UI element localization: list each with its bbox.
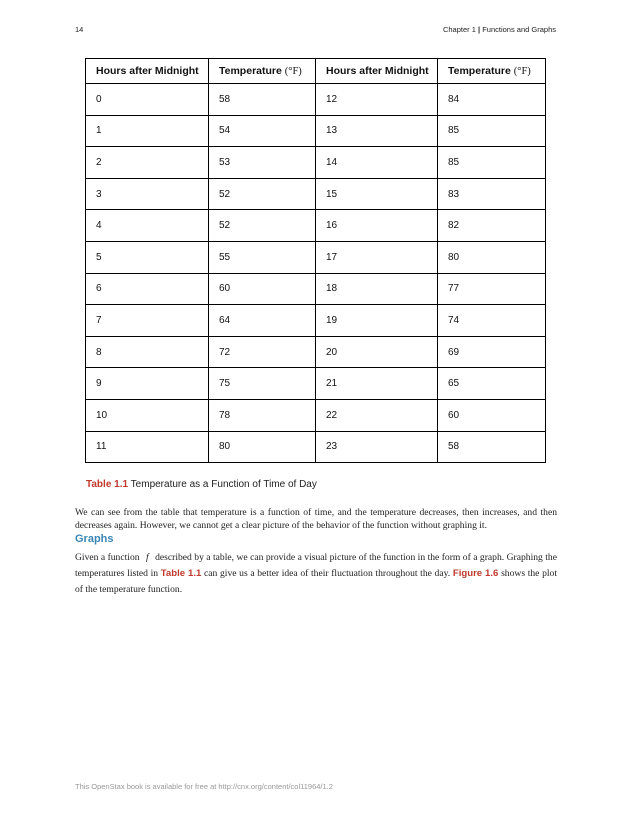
table-cell: 5	[86, 241, 209, 273]
table-cell: 1	[86, 115, 209, 147]
table-row	[86, 399, 546, 431]
table-cell: 74	[438, 305, 546, 337]
table-row	[86, 84, 546, 116]
table-cell: 10	[86, 399, 209, 431]
table-cell: 52	[209, 210, 316, 242]
paragraph-1: We can see from the table that temperature is a function of time, and the temperature decreases, then increases, and then decreases again. However, we cannot get a clear picture of the behavior of the function without graphing it.	[75, 507, 557, 531]
figure-ref-link[interactable]: Figure 1.6	[452, 568, 499, 579]
table-cell: 72	[209, 336, 316, 368]
unit-f-1: (°F)	[284, 66, 302, 77]
header-hours-1: Hours after Midnight	[86, 59, 209, 84]
table-row	[86, 241, 546, 273]
table-cell: 14	[316, 147, 438, 179]
table-cell: 18	[316, 273, 438, 305]
table-cell: 54	[209, 115, 316, 147]
caption-label: Table 1.1	[86, 479, 129, 490]
table-row	[86, 305, 546, 337]
table-row	[86, 178, 546, 210]
unit-f-2: (°F)	[513, 66, 531, 77]
table-cell: 52	[209, 178, 316, 210]
table-cell: 78	[209, 399, 316, 431]
table-row	[86, 368, 546, 400]
header-temperature-1: Temperature (°F)	[209, 59, 316, 84]
table-row	[86, 210, 546, 242]
table-cell: 84	[438, 84, 546, 116]
chapter-title: Functions and Graphs	[482, 25, 556, 34]
section-heading-graphs: Graphs	[75, 533, 114, 545]
table-cell: 80	[209, 431, 316, 463]
paragraph-2: Given a function f described by a table, we can provide a visual picture of the function in the form of a graph. Graphing the temperatures listed in Table 1.1 can give us a better idea of their fluctuation throughout the day. Figure 1.6 shows the plot of the temperature function.	[75, 552, 557, 595]
table-cell: 19	[316, 305, 438, 337]
chapter-label: Chapter 1	[442, 25, 476, 34]
table-cell: 75	[209, 368, 316, 400]
table-cell: 8	[86, 336, 209, 368]
table-cell: 55	[209, 241, 316, 273]
table-cell: 7	[86, 305, 209, 337]
table-cell: 83	[438, 178, 546, 210]
table-cell: 85	[438, 115, 546, 147]
page-number: 14	[75, 25, 84, 34]
header-hours-2: Hours after Midnight	[316, 59, 438, 84]
table-header-row	[86, 59, 546, 84]
table-cell: 0	[86, 84, 209, 116]
table-cell: 69	[438, 336, 546, 368]
table-row	[86, 336, 546, 368]
table-cell: 64	[209, 305, 316, 337]
table-cell: 58	[209, 84, 316, 116]
footer-note: This OpenStax book is available for free at http://cnx.org/content/col11964/1.2	[75, 782, 333, 791]
table-cell: 21	[316, 368, 438, 400]
table-cell: 11	[86, 431, 209, 463]
table-cell: 65	[438, 368, 546, 400]
table-cell: 80	[438, 241, 546, 273]
table-cell: 60	[438, 399, 546, 431]
table-cell: 16	[316, 210, 438, 242]
running-header	[443, 25, 556, 34]
table-cell: 4	[86, 210, 209, 242]
table-cell: 77	[438, 273, 546, 305]
table-cell: 17	[316, 241, 438, 273]
header-temperature-2: Temperature (°F)	[438, 59, 546, 84]
caption-text: Temperature as a Function of Time of Day	[130, 479, 317, 490]
table-cell: 6	[86, 273, 209, 305]
table-cell: 22	[316, 399, 438, 431]
table-row	[86, 431, 546, 463]
table-row	[86, 273, 546, 305]
table-cell: 60	[209, 273, 316, 305]
table-cell: 23	[316, 431, 438, 463]
function-variable: f	[145, 552, 149, 563]
table-caption	[86, 479, 317, 490]
table-cell: 2	[86, 147, 209, 179]
table-cell: 53	[209, 147, 316, 179]
table-cell: 20	[316, 336, 438, 368]
table-cell: 3	[86, 178, 209, 210]
table-cell: 85	[438, 147, 546, 179]
table-cell: 9	[86, 368, 209, 400]
table-ref-link[interactable]: Table 1.1	[160, 568, 202, 579]
table-cell: 58	[438, 431, 546, 463]
table-cell: 15	[316, 178, 438, 210]
table-row	[86, 147, 546, 179]
table-cell: 13	[316, 115, 438, 147]
table-cell: 12	[316, 84, 438, 116]
header-separator: |	[478, 25, 481, 34]
table-row	[86, 115, 546, 147]
temperature-table	[85, 58, 546, 463]
table-cell: 82	[438, 210, 546, 242]
